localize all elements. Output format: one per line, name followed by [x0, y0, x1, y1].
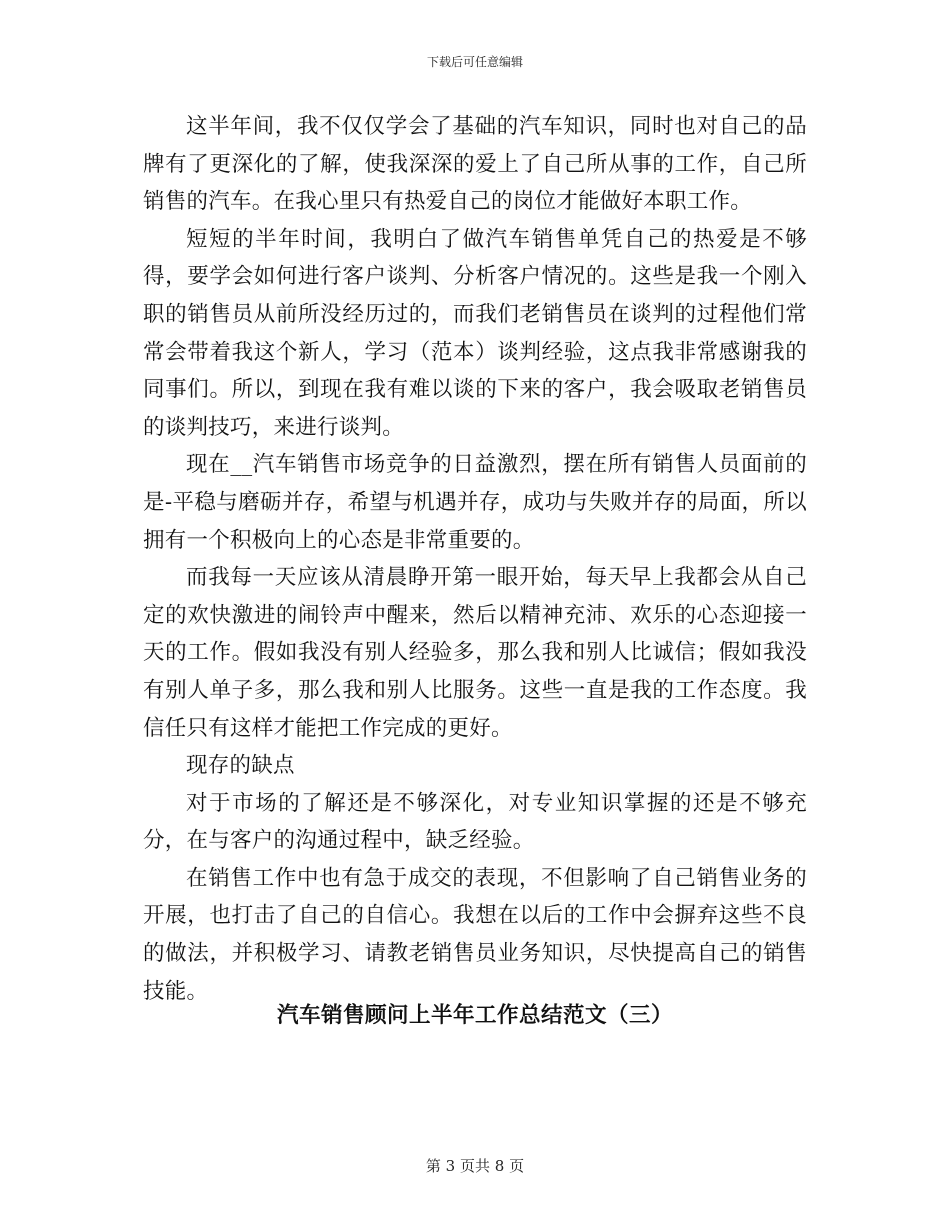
paragraph-4: 而我每一天应该从清晨睁开第一眼开始，每天早上我都会从自己定的欢快激进的闹铃声中醒来，然后以精神充沛、欢乐的心态迎接一天的工作。假如我没有别人经验多，那么我和别人比诚信；假如我没有别人单子多，那么我和别人比服务。这些一直是我的工作态度。我信任只有这样才能把工作完成的更好。: [143, 565, 807, 741]
paragraph-3: 现在__汽车销售市场竞争的日益激烈，摆在所有销售人员面前的是-平稳与磨砺并存，希望与机遇并存，成功与失败并存的局面，所以拥有一个积极向上的心态是非常重要的。: [143, 452, 807, 553]
paragraph-1: 这半年间，我不仅仅学会了基础的汽车知识，同时也对自己的品牌有了更深化的了解，使我深深的爱上了自己所从事的工作，自己所销售的汽车。在我心里只有热爱自己的岗位才能做好本职工作。: [143, 114, 807, 215]
page-footer: 第 3 页共 8 页: [425, 1157, 525, 1175]
paragraph-5: 对于市场的了解还是不够深化，对专业知识掌握的还是不够充分，在与客户的沟通过程中，缺乏经验。: [143, 790, 807, 854]
section-title: 汽车销售顾问上半年工作总结范文（三）: [276, 1003, 673, 1028]
document-body: [143, 108, 807, 1010]
paragraph-2: 短短的半年时间，我明白了做汽车销售单凭自己的热爱是不够得，要学会如何进行客户谈判、分析客户情况的。这些是我一个刚入职的销售员从前所没经历过的，而我们老销售员在谈判的过程他们常常会带着我这个新人，学习（范本）谈判经验，这点我非常感谢我的同事们。所以，到现在我有难以谈的下来的客户，我会吸取老销售员的谈判技巧，来进行谈判。: [143, 226, 807, 440]
paragraph-6: 在销售工作中也有急于成交的表现，不但影响了自己销售业务的开展，也打击了自己的自信心。我想在以后的工作中会摒弃这些不良的做法，并积极学习、请教老销售员业务知识，尽快提高自己的销售技能。: [143, 865, 807, 1004]
page-header: 下载后可任意编辑: [426, 55, 523, 69]
subheading-shortcomings: 现存的缺点: [186, 753, 295, 779]
